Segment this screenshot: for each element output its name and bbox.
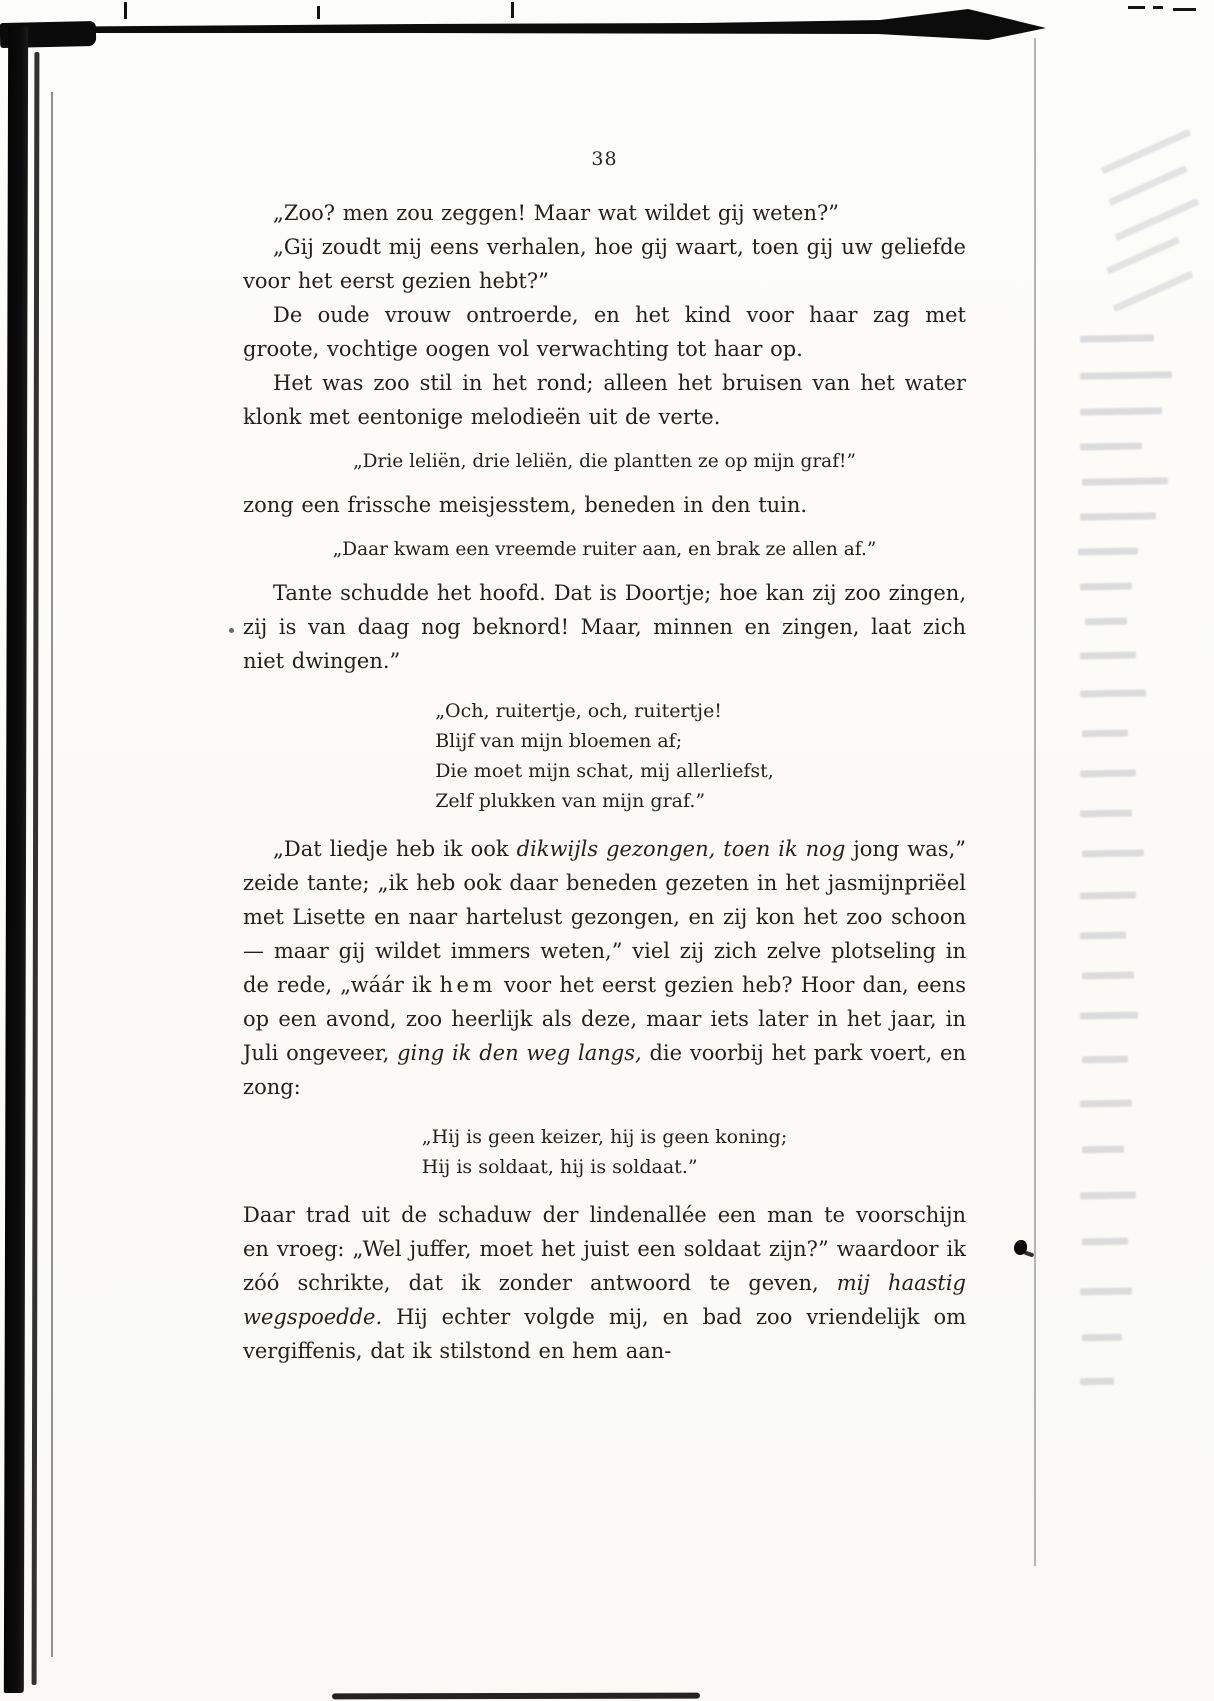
scan-left-binding-bar <box>4 26 28 1693</box>
song-quote: „Daar kwam een vreemde ruiter aan, en brak ze allen af.” <box>332 539 877 560</box>
scan-left-binding-line <box>32 52 40 1685</box>
verse-block: „Hij is geen keizer, hij is geen koning; Hij is soldaat, hij is soldaat.” <box>421 1126 788 1178</box>
page-number: 38 <box>591 148 618 170</box>
paragraph: De oude vrouw ontroerde, en het kind voor haar zag met groote, vochtige oogen vol verwachting tot haar op. <box>243 303 966 361</box>
paragraph: Daar trad uit de schaduw der lindenallée een man te voorschijn en vroeg: „Wel juffer, moet het juist een soldaat zijn?” waardoor ik zóó schrikte, dat ik zonder antwoord te geven, mij haastig wegspoedde. Hij echter volgde mij, en bad zoo vriendelijk om vergiffenis, dat ik stilstond en hem aan- <box>243 1203 966 1363</box>
paragraph: „Gij zoudt mij eens verhalen, hoe gij waart, toen gij uw geliefde voor het eerst gezien hebt?” <box>243 235 966 293</box>
paragraph: zong een frissche meisjesstem, beneden in den tuin. <box>243 493 808 517</box>
scan-left-gutter-line <box>51 92 53 1657</box>
dash-mark <box>1128 6 1145 9</box>
scan-bottom-edge-artifact <box>332 1693 700 1700</box>
verse-block: „Och, ruitertje, och, ruitertje! Blijf van mijn bloemen af; Die moet mijn schat, mij allerliefst, Zelf plukken van mijn graf.” <box>435 700 774 812</box>
scan-right-page-edge <box>1034 38 1036 1566</box>
song-quote: „Drie leliën, drie leliën, die plantten ze op mijn graf!” <box>353 451 856 472</box>
paragraph: Het was zoo stil in het rond; alleen het bruisen van het water klonk met eentonige melodieën uit de verte. <box>243 371 966 429</box>
ink-blot-tail <box>1024 1251 1035 1258</box>
text-block <box>243 148 966 1368</box>
stray-ink-dot <box>229 628 234 633</box>
scan-top-edge-artifact <box>0 0 1214 60</box>
paragraph: „Zoo? men zou zeggen! Maar wat wildet gij weten?” <box>273 201 839 225</box>
paragraph: „Dat liedje heb ik ook dikwijls gezongen, toen ik nog jong was,” zeide tante; „ik heb ook daar beneden gezeten in het jasmijnpriëel met Lisette en naar hartelust gezongen, en zij kon het zoo schoon — maar gij wildet immers weten,” viel zij zich zelve plotseling in de rede, „wáár ik hem voor het eerst gezien heb? Hoor dan, eens op een avond, zoo heerlijk als deze, maar iets later in het jaar, in Juli ongeveer, ging ik den weg langs, die voorbij het park voert, en zong: <box>243 837 966 1099</box>
paragraph: Tante schudde het hoofd. Dat is Doortje; hoe kan zij zoo zingen, zij is van daag nog beknord! Maar, minnen en zingen, laat zich niet dwingen.” <box>243 581 966 673</box>
